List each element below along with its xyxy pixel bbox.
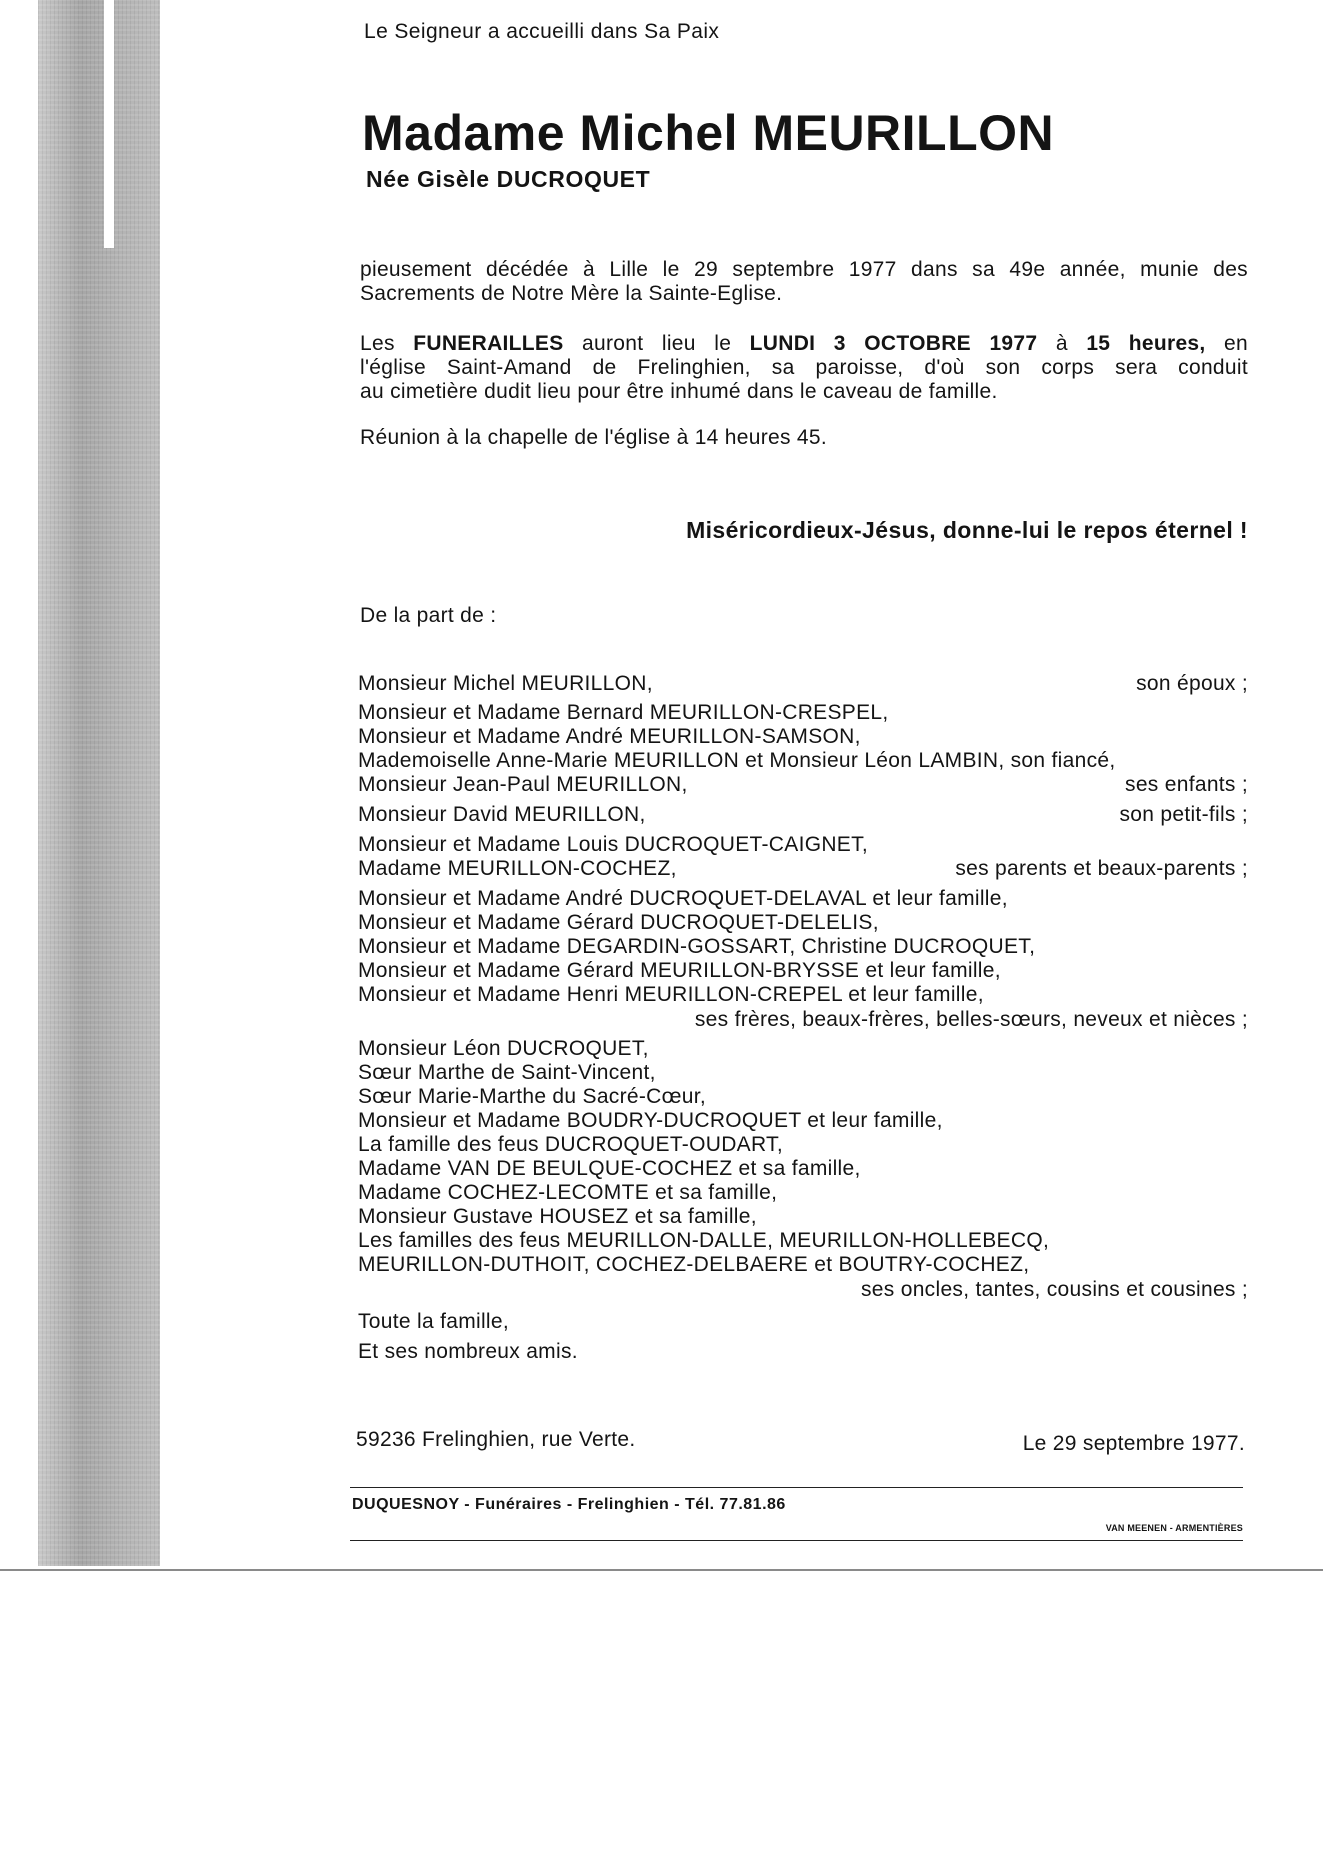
mourner-row xyxy=(358,1037,1248,1061)
sheet-edge xyxy=(0,1569,1323,1571)
address: 59236 Frelinghien, rue Verte. xyxy=(356,1428,636,1451)
announcement-line-2: Sacrements de Notre Mère la Sainte-Eglise. xyxy=(360,282,783,305)
mourner-name: Monsieur Jean-Paul MEURILLON, xyxy=(358,773,688,796)
mourner-name: Monsieur et Madame BOUDRY-DUCROQUET et leur famille, xyxy=(358,1109,943,1132)
intro-line: Le Seigneur a accueilli dans Sa Paix xyxy=(364,20,720,43)
mourner-row xyxy=(358,672,1248,696)
mourner-name: Monsieur et Madame Louis DUCROQUET-CAIGNET, xyxy=(358,833,869,856)
prayer-line: Miséricordieux-Jésus, donne-lui le repos éternel ! xyxy=(686,517,1248,543)
funeral-text-g: en xyxy=(1205,332,1248,355)
funeral-line-2: l'église Saint-Amand de Frelinghien, sa paroisse, d'où son corps sera conduit xyxy=(360,356,1248,379)
mourner-name: Madame COCHEZ-LECOMTE et sa famille, xyxy=(358,1181,778,1204)
mourner-row xyxy=(358,1278,1248,1302)
funeral-line-3: au cimetière dudit lieu pour être inhumé dans le caveau de famille. xyxy=(360,380,998,403)
mourner-row xyxy=(358,749,1248,773)
mourner-row xyxy=(358,803,1248,827)
mourner-name: Monsieur et Madame Henri MEURILLON-CREPEL et leur famille, xyxy=(358,983,984,1006)
funeral-text-c: auront lieu le xyxy=(563,332,750,355)
mourner-row xyxy=(358,1157,1248,1181)
mourner-row xyxy=(358,935,1248,959)
footer-company: DUQUESNOY - Funéraires - Frelinghien - Tél. 77.81.86 xyxy=(352,1496,786,1513)
mourner-row xyxy=(358,1205,1248,1229)
mourner-row xyxy=(358,773,1248,797)
mourner-row xyxy=(358,1253,1248,1277)
funeral-text-e: à xyxy=(1037,332,1087,355)
funeral-line-1 xyxy=(360,332,1248,356)
mourner-relation: ses enfants ; xyxy=(1125,773,1248,796)
mourner-name: Madame MEURILLON-COCHEZ, xyxy=(358,857,677,880)
mourner-name: Sœur Marthe de Saint-Vincent, xyxy=(358,1061,656,1084)
mourner-name: Mademoiselle Anne-Marie MEURILLON et Monsieur Léon LAMBIN, son fiancé, xyxy=(358,749,1116,772)
mourner-relation: ses parents et beaux-parents ; xyxy=(955,857,1248,880)
mourner-name: Monsieur et Madame Gérard MEURILLON-BRYSSE et leur famille, xyxy=(358,959,1001,982)
footer-printer: VAN MEENEN - ARMENTIÈRES xyxy=(1105,1523,1243,1533)
mourner-name: La famille des feus DUCROQUET-OUDART, xyxy=(358,1133,783,1156)
mourner-row xyxy=(358,1061,1248,1085)
mourner-name: Monsieur et Madame André DUCROQUET-DELAVAL et leur famille, xyxy=(358,887,1008,910)
mourner-row xyxy=(358,1008,1248,1032)
mourner-name: Monsieur et Madame Gérard DUCROQUET-DELELIS, xyxy=(358,911,879,934)
mourner-row xyxy=(358,911,1248,935)
mourner-row xyxy=(358,833,1248,857)
footer-rule-bottom xyxy=(350,1540,1243,1541)
maiden-name: Née Gisèle DUCROQUET xyxy=(366,166,651,192)
mourner-row xyxy=(358,983,1248,1007)
mourner-row xyxy=(358,857,1248,881)
mourner-name: Monsieur Léon DUCROQUET, xyxy=(358,1037,649,1060)
mourner-name: MEURILLON-DUTHOIT, COCHEZ-DELBAERE et BOUTRY-COCHEZ, xyxy=(358,1253,1030,1276)
from-label: De la part de : xyxy=(360,604,497,627)
mourner-row xyxy=(358,1085,1248,1109)
footer-rule-top xyxy=(350,1487,1243,1488)
announcement-line-1: pieusement décédée à Lille le 29 septembre 1977 dans sa 49e année, munie des xyxy=(360,258,1248,281)
scan-left-band xyxy=(38,0,160,1566)
scan-band-notch xyxy=(104,0,114,248)
mourner-relation: ses frères, beaux-frères, belles-sœurs, neveux et nièces ; xyxy=(694,1008,1248,1031)
mourner-name: Et ses nombreux amis. xyxy=(358,1340,578,1363)
mourner-relation: ses oncles, tantes, cousins et cousines ; xyxy=(861,1278,1248,1301)
deceased-name: Madame Michel MEURILLON xyxy=(362,105,1055,161)
mourner-row xyxy=(358,887,1248,911)
mourner-row xyxy=(358,701,1248,725)
mourner-name: Monsieur et Madame André MEURILLON-SAMSON, xyxy=(358,725,861,748)
mourner-name: Monsieur et Madame Bernard MEURILLON-CRESPEL, xyxy=(358,701,889,724)
mourner-name: Sœur Marie-Marthe du Sacré-Cœur, xyxy=(358,1085,707,1108)
mourner-row xyxy=(358,1181,1248,1205)
mourner-row xyxy=(358,1133,1248,1157)
mourner-name: Les familles des feus MEURILLON-DALLE, MEURILLON-HOLLEBECQ, xyxy=(358,1229,1050,1252)
funeral-time: 15 heures, xyxy=(1086,332,1206,355)
mourner-row xyxy=(358,1109,1248,1133)
mourner-name: Monsieur David MEURILLON, xyxy=(358,803,646,826)
mourner-name: Monsieur et Madame DEGARDIN-GOSSART, Christine DUCROQUET, xyxy=(358,935,1036,958)
mourner-name: Toute la famille, xyxy=(358,1310,510,1333)
mourner-row xyxy=(358,1229,1248,1253)
mourner-name: Monsieur Michel MEURILLON, xyxy=(358,672,653,695)
mourner-row xyxy=(358,959,1248,983)
funeral-text-a: Les xyxy=(360,332,414,355)
mourner-row xyxy=(358,1340,1248,1364)
mourner-row xyxy=(358,725,1248,749)
reunion-line: Réunion à la chapelle de l'église à 14 heures 45. xyxy=(360,426,828,449)
funeral-keyword: FUNERAILLES xyxy=(413,332,564,355)
mourner-relation: son petit-fils ; xyxy=(1119,803,1248,826)
funeral-date: LUNDI 3 OCTOBRE 1977 xyxy=(749,332,1038,355)
date-signed: Le 29 septembre 1977. xyxy=(1022,1432,1245,1455)
mourner-name: Madame VAN DE BEULQUE-COCHEZ et sa famille, xyxy=(358,1157,861,1180)
mourner-row xyxy=(358,1310,1248,1334)
mourner-name: Monsieur Gustave HOUSEZ et sa famille, xyxy=(358,1205,757,1228)
mourner-relation: son époux ; xyxy=(1136,672,1248,695)
